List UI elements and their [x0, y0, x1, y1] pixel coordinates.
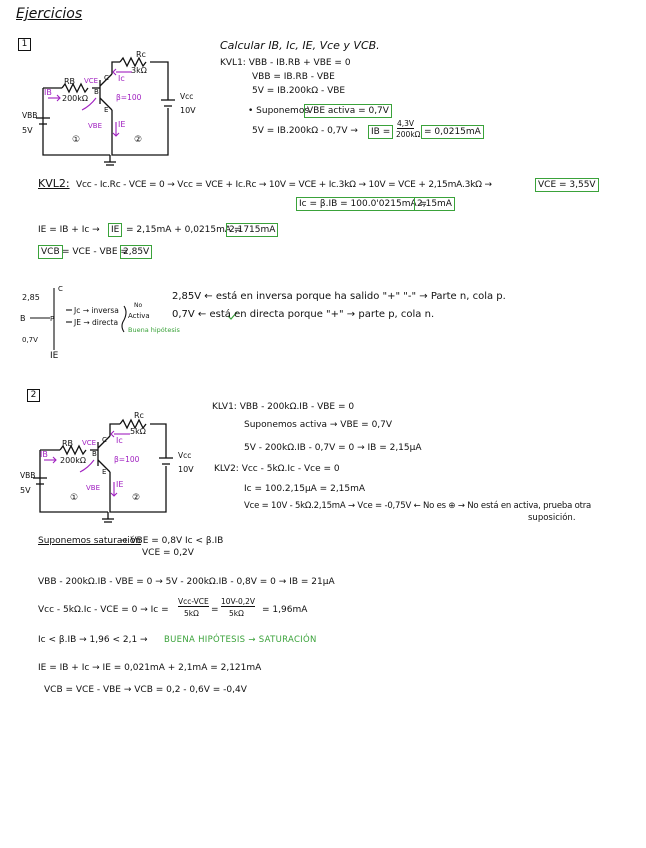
jd-no: No: [134, 302, 143, 309]
rc-label-2: Rc: [134, 411, 144, 420]
ex2-vcb-eq: VCB = VCE - VBE → VCB = 0,2 - 0,6V = -0,4V: [44, 685, 247, 695]
jd-line-1: 2,85V ← está en inversa porque ha salido "+" "-" → Parte n, cola p.: [172, 291, 506, 302]
ex2-ib-eq: 5V - 200kΩ.IB - 0,7V = 0 → IB = 2,15μA: [244, 443, 422, 453]
ex1-ic-eq: Ic = β.IB = 100.0'0215mA =: [296, 197, 429, 211]
vce-label: VCE: [84, 77, 99, 85]
ex2-klv2: KLV2: Vcc - 5kΩ.Ic - Vce = 0: [214, 464, 340, 474]
rc-value: 3kΩ: [131, 66, 147, 75]
rc-label: Rc: [136, 50, 146, 59]
vce-label-2: VCE: [82, 439, 97, 447]
ex1-ib-result: = 0,0215mA: [421, 125, 484, 139]
ex1-kvl2-label: KVL2:: [38, 177, 70, 190]
ex2-ic-frac-num: Vcc-VCE: [178, 597, 209, 606]
vbb-value-2: 5V: [20, 486, 31, 495]
ex1-vce-result: VCE = 3,55V: [535, 178, 599, 192]
ex2-ic-result: = 1,96mA: [262, 605, 308, 615]
vcc-value: 10V: [180, 106, 196, 115]
ex2-saturacion-label: Suponemos saturación: [38, 536, 142, 546]
beta-label: β=100: [116, 93, 142, 102]
ex1-statement: Calcular IB, Ic, IE, Vce y VCB.: [220, 39, 380, 52]
ex1-ie-label: IE: [108, 223, 122, 237]
ex1-ic-result: 2,15mA: [414, 197, 455, 211]
exercise-1-number: 1: [18, 38, 31, 51]
vbb-label-2: VBB: [20, 471, 36, 480]
ex1-suponemos: • Suponemos: [248, 106, 310, 116]
rb-label-2: RB: [62, 439, 74, 448]
mesh-2-label-2: ②: [132, 493, 141, 503]
mesh-2-label: ②: [134, 135, 143, 145]
ex2-saturacion-vbe: → VBE = 0,8V Ic < β.IB: [120, 536, 224, 546]
collector-label: C: [104, 74, 109, 82]
ic-label-2: Ic: [116, 436, 123, 445]
jd-ie: IE: [50, 351, 59, 361]
ic-label: Ic: [118, 74, 125, 83]
vbe-label: VBE: [88, 122, 103, 130]
jd-je: JE → directa: [74, 318, 119, 327]
ex2-ic-frac2-den: 5kΩ: [229, 609, 244, 618]
collector-label-2: C: [102, 436, 107, 444]
jd-buena-hipotesis: Buena hipótesis: [128, 326, 180, 334]
emitter-label: E: [104, 106, 109, 114]
ex2-ie-eq: IE = IB + Ic → IE = 0,021mA + 2,1mA = 2,121mA: [38, 663, 262, 673]
ex1-kvl1: KVL1: VBB - IB.RB + VBE = 0: [220, 58, 351, 68]
exercise-2-number: 2: [27, 389, 40, 402]
ex2-buena-hipotesis: BUENA HIPÓTESIS → SATURACIÓN: [164, 635, 317, 645]
jd-vcb: 2,85: [22, 293, 40, 302]
ex1-vbb-eq: VBB = IB.RB - VBE: [252, 72, 335, 82]
ex1-5v-eq: 5V = IB.200kΩ - VBE: [252, 86, 346, 96]
jd-jc: Jc → inversa: [74, 306, 119, 315]
vbb-value: 5V: [22, 126, 33, 135]
ex2-suponemos-activa: Suponemos activa → VBE = 0,7V: [244, 420, 393, 430]
ex1-ie-sum: = 2,15mA + 0,0215mA =: [126, 225, 242, 235]
rc-value-2: 5kΩ: [130, 427, 146, 436]
ex2-ic-equals: =: [211, 605, 219, 615]
ex2-ic-frac-den: 5kΩ: [184, 609, 199, 618]
vbe-label-2: VBE: [86, 484, 101, 492]
emitter-label-2: E: [102, 468, 107, 476]
jd-b: B: [20, 314, 26, 323]
ex2-ic-eq: Ic = 100.2,15μA = 2,15mA: [244, 484, 366, 494]
ex1-kvl2-eq: Vcc - Ic.Rc - VCE = 0 → Vcc = VCE + Ic.Rc → 10V = VCE + Ic.3kΩ → 10V = VCE + 2,15mA.3kΩ →: [76, 180, 492, 190]
mesh-1-label-2: ①: [70, 493, 79, 503]
ex1-vcb-result: 2,85V: [120, 245, 152, 259]
rb-label: RB: [64, 77, 76, 86]
mesh-1-label: ①: [72, 135, 81, 145]
jd-p: P: [50, 315, 55, 323]
ex1-ib-eq: 5V = IB.200kΩ - 0,7V →: [252, 126, 358, 136]
base-label-2: B: [92, 450, 97, 458]
vbb-label: VBB: [22, 111, 38, 120]
ex1-ib-denominator: 200kΩ: [396, 130, 421, 139]
rb-value-2: 200kΩ: [60, 456, 87, 465]
rb-value: 200kΩ: [62, 94, 89, 103]
ex1-vcb-eq: = VCE - VBE =: [62, 247, 128, 257]
ex1-ie-eq: IE = IB + Ic →: [38, 225, 100, 235]
ie-label: IE: [118, 120, 126, 129]
ie-label-2: IE: [116, 480, 124, 489]
ib-label-2: IB: [40, 450, 48, 459]
base-label: B: [94, 88, 99, 96]
ex1-vbe-assumption: VBE activa = 0,7V: [304, 104, 392, 118]
jd-line-2: 0,7V ← está en directa porque "+" → parte p, cola n.: [172, 309, 435, 320]
page-title: Ejercicios: [16, 6, 83, 22]
ex2-suposicion: suposición.: [528, 513, 576, 523]
ex1-ie-result: 2,1715mA: [226, 223, 278, 237]
vcc-label: Vcc: [180, 92, 194, 101]
jd-vbe: 0,7V: [22, 336, 38, 344]
jd-activa: Activa: [128, 312, 150, 320]
beta-label-2: β=100: [114, 455, 140, 464]
ex1-vcb-label: VCB: [38, 245, 63, 259]
vcc-label-2: Vcc: [178, 451, 192, 460]
ex2-saturacion-vce: VCE = 0,2V: [142, 548, 194, 558]
ex2-klv1: KLV1: VBB - 200kΩ.IB - VBE = 0: [212, 402, 355, 412]
ex2-ib-sat-eq: VBB - 200kΩ.IB - VBE = 0 → 5V - 200kΩ.IB - 0,8V = 0 → IB = 21μA: [38, 577, 335, 587]
ex2-check: Ic < β.IB → 1,96 < 2,1 →: [38, 635, 148, 645]
ib-label: IB: [44, 88, 52, 97]
vcc-value-2: 10V: [178, 465, 194, 474]
jd-c: C: [58, 285, 63, 293]
ex2-ic-frac2-num: 10V-0,2V: [221, 597, 255, 606]
ex2-ic-sat-eq: Vcc - 5kΩ.Ic - VCE = 0 → Ic =: [38, 605, 169, 615]
ex1-ib-numerator: 4,3V: [397, 119, 415, 128]
ex1-ib-label: IB =: [368, 125, 393, 139]
ex2-vce-eq: Vce = 10V - 5kΩ.2,15mA → Vce = -0,75V ← No es ⊕ → No está en activa, prueba otra: [244, 501, 592, 511]
